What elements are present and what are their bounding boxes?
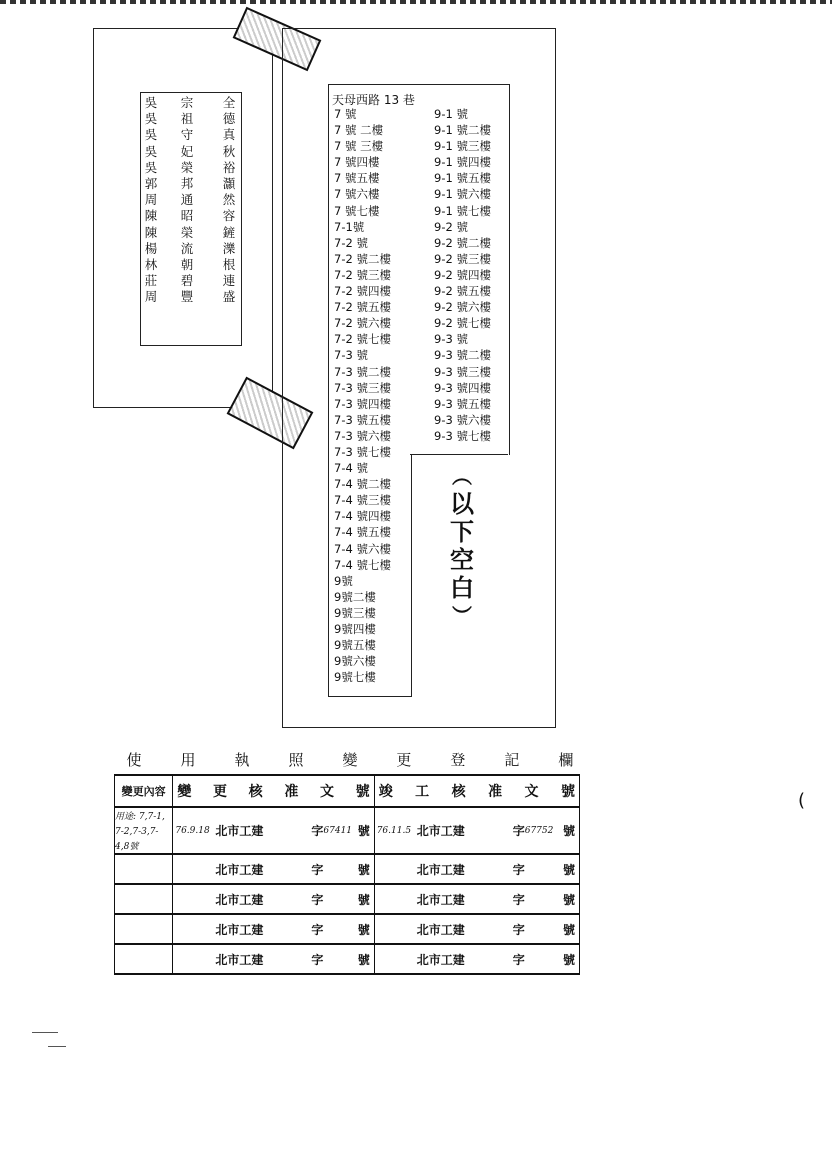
- address-item: 7 號七樓: [334, 203, 380, 218]
- title-char: 變: [342, 750, 358, 769]
- address-item: 7-4 號: [334, 461, 368, 476]
- column-header-row: [115, 775, 580, 807]
- completion-number-cell: [374, 807, 579, 854]
- address-item: 7 號 二樓: [334, 123, 384, 138]
- address-item: 9-2 號五樓: [434, 284, 491, 299]
- completion-number-cell: [374, 854, 579, 884]
- title-char: 更: [396, 750, 412, 769]
- address-item: 7-3 號二樓: [334, 364, 391, 379]
- completion-number-cell: [374, 914, 579, 944]
- authority-label: 北市工建: [215, 922, 264, 937]
- address-item: 9-1 號六樓: [434, 187, 491, 202]
- authority-label: 北市工建: [215, 892, 264, 907]
- authority-label: 北市工建: [416, 892, 465, 907]
- header-char: 核: [451, 784, 466, 800]
- char-label: 字: [311, 862, 324, 877]
- address-item: 7-3 號六樓: [334, 428, 391, 443]
- address-item: 9號: [334, 573, 353, 588]
- address-item: 7-4 號二樓: [334, 477, 391, 492]
- number-suffix: 號: [357, 862, 370, 877]
- table-row: [115, 807, 580, 854]
- authority-label: 北市工建: [416, 824, 465, 838]
- address-item: 7 號 三樓: [334, 139, 384, 154]
- scan-mark: [32, 1032, 58, 1033]
- address-item: 7-4 號六樓: [334, 541, 391, 556]
- change-number-cell: [173, 807, 374, 854]
- header-char: 號: [560, 784, 575, 800]
- change-content: 用途: 7,7-1, 7-2,7-3,7-4,8號: [115, 812, 165, 852]
- change-date: 76.9.18: [175, 825, 210, 836]
- completion-no: 67752: [524, 825, 554, 836]
- address-item: 9-1 號: [434, 107, 468, 121]
- address-list-right: [434, 106, 491, 444]
- header-char: 工: [415, 784, 430, 800]
- header-char: 准: [488, 784, 503, 800]
- number-suffix: 號: [357, 892, 370, 907]
- address-item: 7-2 號四樓: [334, 284, 391, 299]
- address-item: 7-3 號五樓: [334, 412, 391, 427]
- address-item: 7 號: [334, 107, 357, 121]
- col-header-change: [173, 775, 374, 807]
- address-item: 9號二樓: [334, 589, 376, 604]
- number-suffix: 號: [562, 892, 575, 907]
- change-no: 67411: [323, 825, 353, 836]
- address-item: 7-4 號五樓: [334, 525, 391, 540]
- authority-label: 北市工建: [416, 862, 465, 877]
- close-paren: ︶: [452, 604, 472, 628]
- char-label: 字: [311, 824, 324, 838]
- names-column-1: 全 德 真 秋 裕 灝 然 容 鏟 濼 根 連 盛: [222, 95, 236, 305]
- address-item: 9-3 號二樓: [434, 348, 491, 363]
- scan-edge: [0, 0, 832, 4]
- title-char: 登: [450, 750, 466, 769]
- address-box-step: [410, 454, 508, 455]
- address-item: 9-2 號三樓: [434, 251, 491, 266]
- address-item: 7-3 號三樓: [334, 380, 391, 395]
- title-char: 記: [504, 750, 520, 769]
- address-item: 7 號四樓: [334, 155, 380, 170]
- header-char: 文: [319, 784, 334, 800]
- address-item: 7 號五樓: [334, 171, 380, 186]
- authority-label: 北市工建: [215, 862, 264, 877]
- address-item: 9-2 號七樓: [434, 316, 491, 331]
- number-suffix: 號: [562, 952, 575, 967]
- change-number-cell: [173, 854, 374, 884]
- address-item: 7-2 號二樓: [334, 251, 391, 266]
- address-item: 9號四樓: [334, 622, 376, 636]
- authority-label: 北市工建: [416, 922, 465, 937]
- address-item: 9號五樓: [334, 638, 376, 653]
- change-content-cell: [115, 807, 173, 854]
- title-char: 執: [234, 750, 250, 769]
- address-item: 9-1 號三樓: [434, 139, 491, 154]
- address-list-left: [334, 106, 391, 685]
- table-row: [115, 914, 580, 944]
- number-suffix: 號: [562, 862, 575, 877]
- table-title-row: [115, 744, 580, 775]
- title-char: 使: [126, 750, 142, 769]
- address-item: 7-3 號四樓: [334, 396, 391, 411]
- number-suffix: 號: [357, 824, 370, 838]
- address-item: 9-3 號三樓: [434, 364, 491, 379]
- char-label: 字: [512, 952, 525, 967]
- address-item: 7-3 號: [334, 348, 368, 363]
- address-item: 7 號六樓: [334, 187, 380, 202]
- table-row: [115, 884, 580, 914]
- blank-note-text: 以 下 空 白: [450, 489, 474, 602]
- blank-note: [447, 462, 477, 630]
- owner-names-box: [140, 92, 242, 346]
- completion-number-cell: [374, 944, 579, 974]
- char-label: 字: [512, 892, 525, 907]
- address-item: 9-3 號四樓: [434, 380, 491, 395]
- names-column-3: 吳 吳 吳 吳 吳 郭 周 陳 陳 楊 林 莊 周: [144, 95, 158, 305]
- number-suffix: 號: [562, 824, 575, 838]
- number-suffix: 號: [357, 952, 370, 967]
- address-item: 9-1 號二樓: [434, 123, 491, 138]
- char-label: 字: [512, 922, 525, 937]
- address-item: 7-3 號七樓: [334, 444, 391, 459]
- table-body: [115, 807, 580, 974]
- number-suffix: 號: [562, 922, 575, 937]
- title-char: 照: [288, 750, 304, 769]
- header-char: 核: [248, 784, 263, 800]
- address-item: 9-3 號六樓: [434, 412, 491, 427]
- header-char: 更: [213, 784, 228, 800]
- address-item: 7-4 號四樓: [334, 509, 391, 524]
- change-content-cell: [115, 914, 173, 944]
- col-header-content: 變更內容: [115, 775, 173, 807]
- address-item: 7-2 號六樓: [334, 316, 391, 331]
- address-item: 9-1 號四樓: [434, 155, 491, 170]
- address-item: 9-2 號四樓: [434, 267, 491, 282]
- col-header-completion: [374, 775, 579, 807]
- address-item: 9-2 號二樓: [434, 235, 491, 250]
- address-item: 9-2 號: [434, 219, 468, 234]
- char-label: 字: [512, 862, 525, 877]
- change-record-table: [114, 744, 580, 975]
- address-item: 9-3 號: [434, 332, 468, 347]
- table-row: [115, 944, 580, 974]
- address-item: 7-2 號三樓: [334, 267, 391, 282]
- address-item: 9-3 號七樓: [434, 428, 491, 443]
- completion-number-cell: [374, 884, 579, 914]
- header-char: 號: [355, 784, 370, 800]
- change-number-cell: [173, 884, 374, 914]
- scan-mark: (: [798, 790, 806, 811]
- char-label: 字: [311, 952, 324, 967]
- address-item: 9號六樓: [334, 654, 376, 669]
- address-item: 7-2 號: [334, 235, 368, 250]
- char-label: 字: [311, 922, 324, 937]
- address-item: 7-2 號五樓: [334, 300, 391, 315]
- completion-date: 76.11.5: [376, 825, 412, 836]
- address-item: 7-1號: [334, 219, 365, 234]
- names-column-2: 宗 祖 守 妃 榮 邦 通 昭 榮 流 朝 碧 豐: [180, 95, 194, 305]
- header-char: 變: [177, 784, 192, 800]
- address-item: 9號七樓: [334, 670, 376, 685]
- address-item: 7-2 號七樓: [334, 332, 391, 347]
- address-item: 9-1 號五樓: [434, 171, 491, 186]
- open-paren: ︵: [452, 464, 472, 488]
- address-item: 9號三樓: [334, 605, 376, 620]
- authority-label: 北市工建: [215, 824, 264, 838]
- change-number-cell: [173, 914, 374, 944]
- header-char: 竣: [378, 784, 393, 800]
- number-suffix: 號: [357, 922, 370, 937]
- table-row: [115, 854, 580, 884]
- table-title: [115, 749, 580, 770]
- char-label: 字: [512, 824, 525, 838]
- address-item: 7-4 號七樓: [334, 557, 391, 572]
- address-item: 9-3 號五樓: [434, 396, 491, 411]
- address-item: 9-1 號七樓: [434, 203, 491, 218]
- address-item: 9-2 號六樓: [434, 300, 491, 315]
- scan-mark: [48, 1046, 66, 1047]
- street-name: 天母西路 13 巷: [332, 93, 415, 107]
- header-char: 文: [524, 784, 539, 800]
- change-content-cell: [115, 944, 173, 974]
- title-char: 用: [180, 750, 196, 769]
- char-label: 字: [311, 892, 324, 907]
- authority-label: 北市工建: [215, 952, 264, 967]
- change-content-cell: [115, 854, 173, 884]
- title-char: 欄: [558, 750, 574, 769]
- header-char: 准: [284, 784, 299, 800]
- change-number-cell: [173, 944, 374, 974]
- authority-label: 北市工建: [416, 952, 465, 967]
- change-content-cell: [115, 884, 173, 914]
- address-item: 7-4 號三樓: [334, 493, 391, 508]
